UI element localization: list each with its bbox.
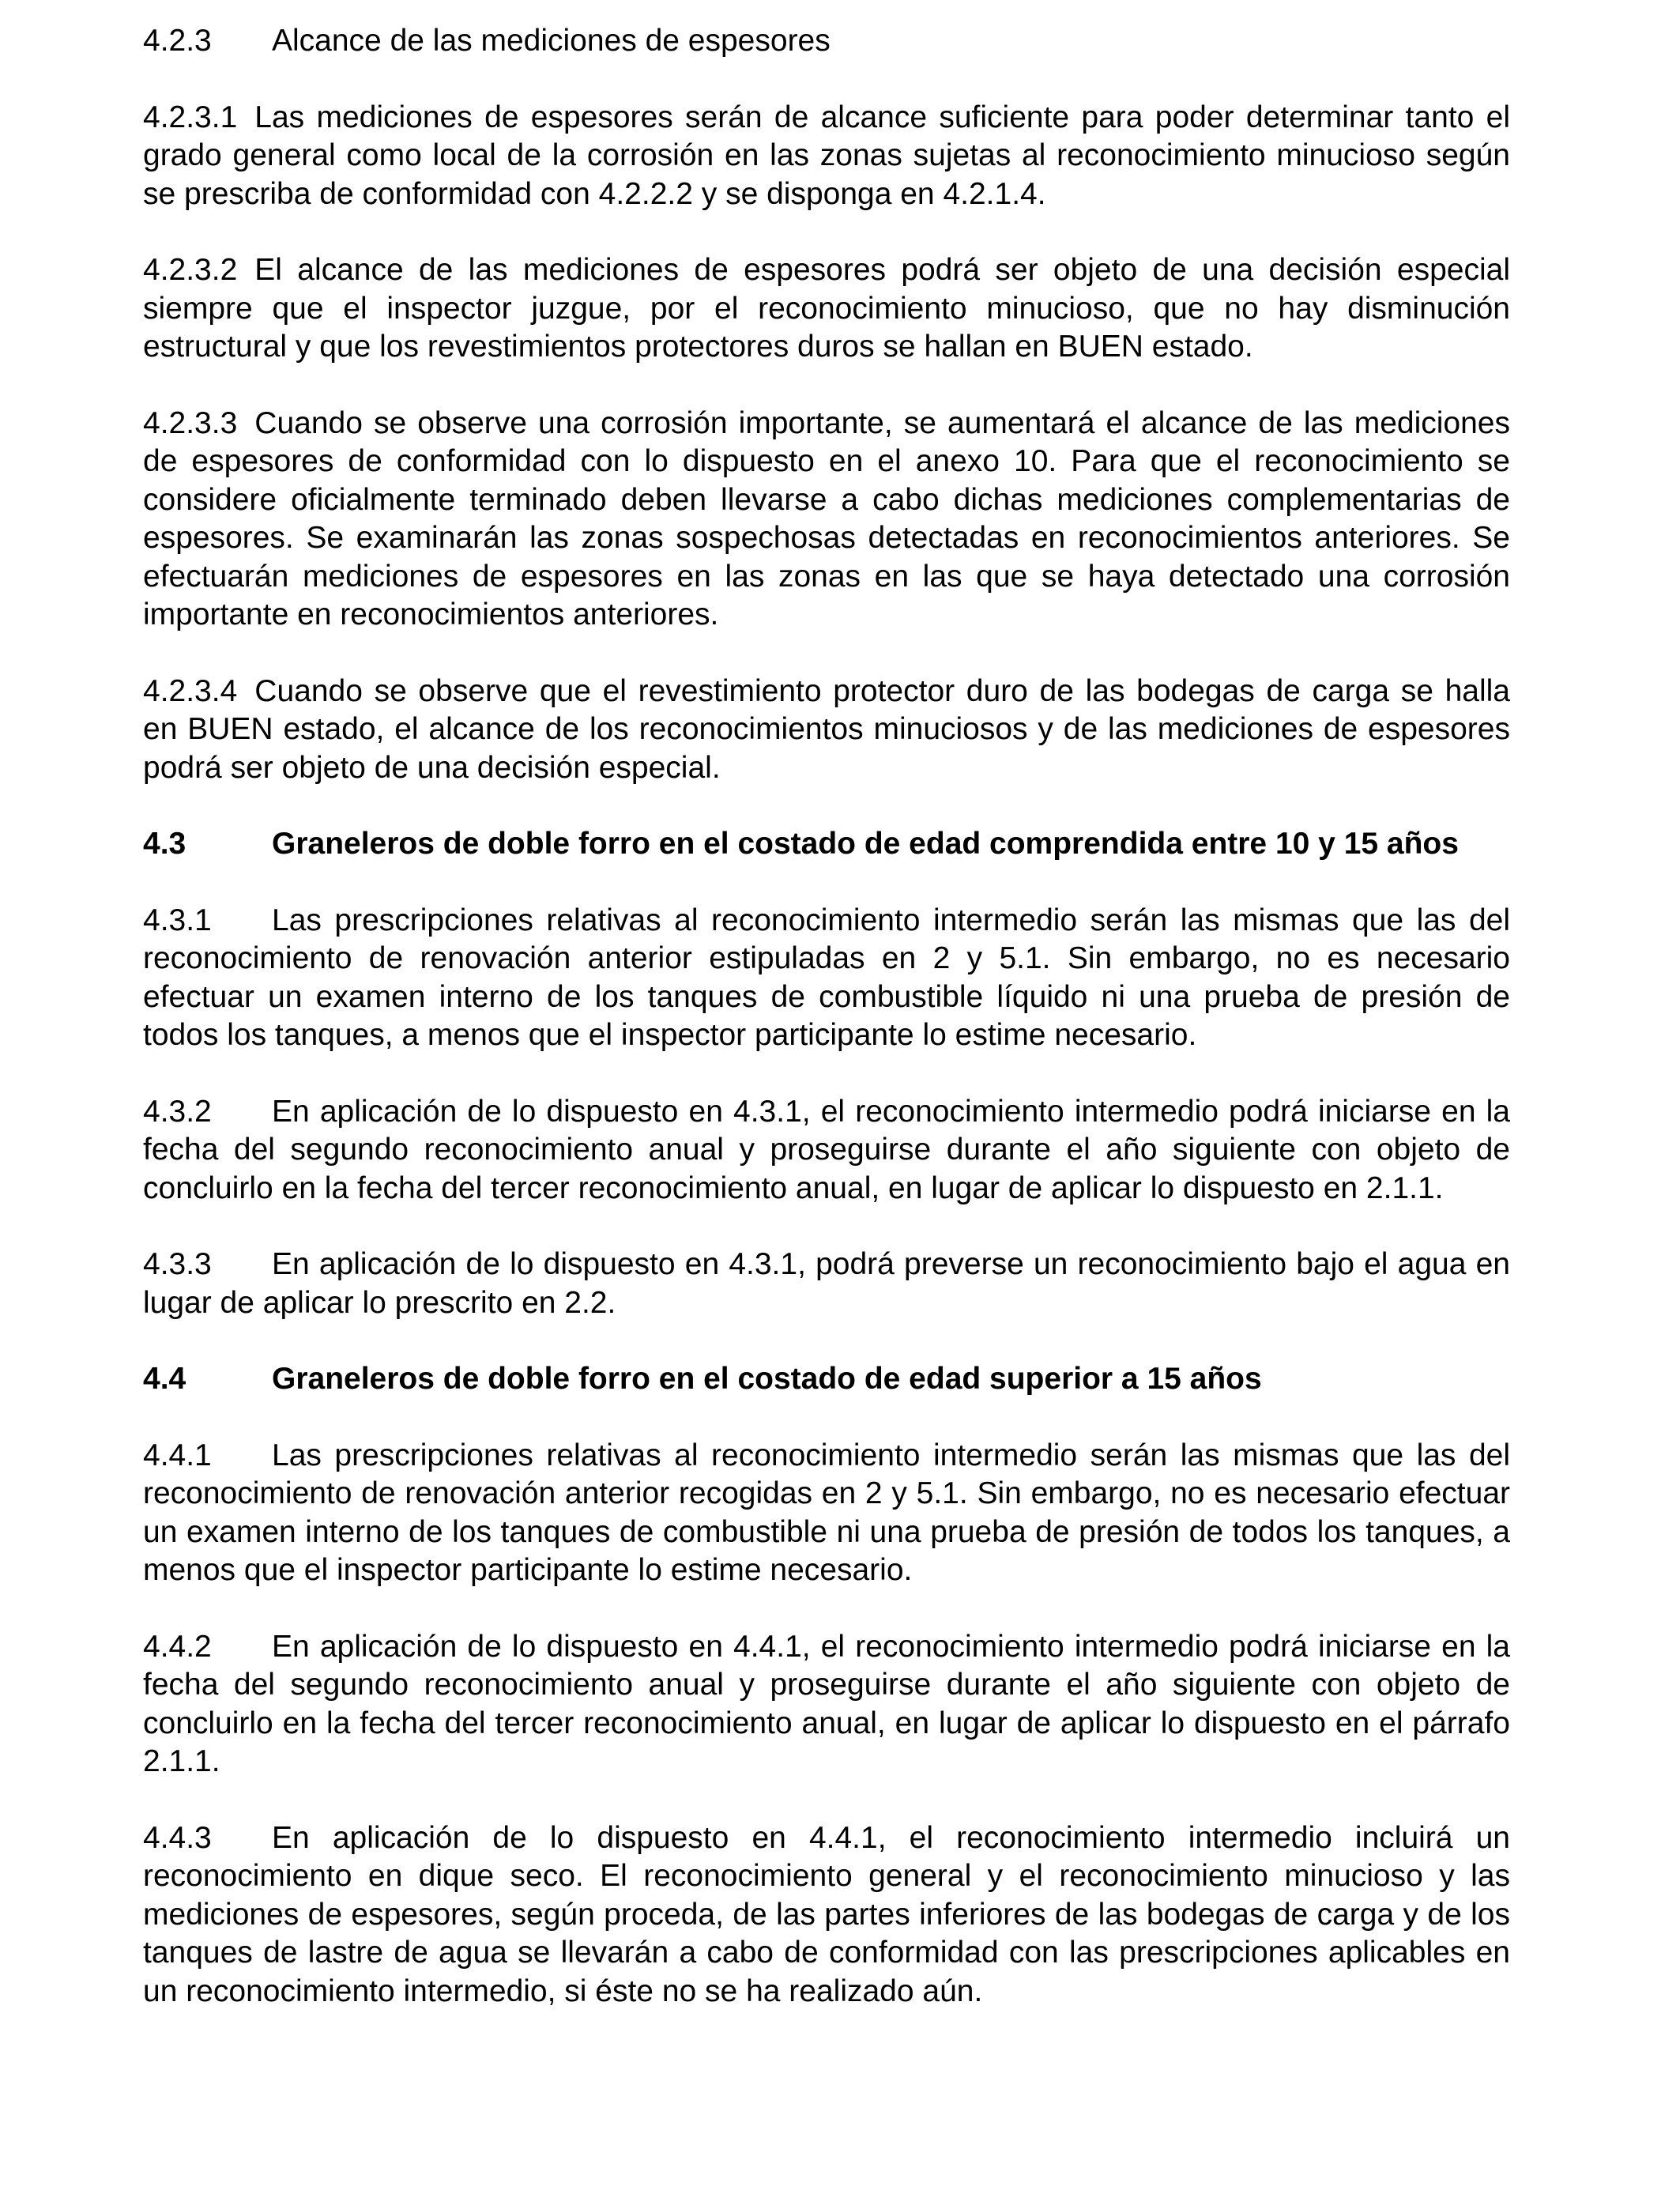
section-number: 4.2.3 [143, 24, 212, 58]
paragraph-4-4-3 [143, 1819, 1510, 2011]
paragraph-number: 4.3.3 [143, 1247, 212, 1281]
paragraph-number: 4.3.1 [143, 903, 212, 937]
paragraph-text: Las prescripciones relativas al reconocimiento intermedio serán las mismas que las del reconocimiento de renovación anterior estipuladas en 2 y 5.1. Sin embargo, no es necesario efectuar un examen interno de los tanques de combustible líquido ni una prueba de presión de todos los tanques, a menos que el inspector participante lo estime necesario. [143, 903, 1510, 1052]
paragraph-text: En aplicación de lo dispuesto en 4.4.1, el reconocimiento intermedio podrá iniciarse en la fecha del segundo reconocimiento anual y proseguirse durante el año siguiente con objeto de concluirlo en la fecha del tercer reconocimiento anual, en lugar de aplicar lo dispuesto en el párrafo 2.1.1. [143, 1629, 1510, 1778]
paragraph-4-4-1 [143, 1437, 1510, 1590]
document-page [143, 22, 1510, 2049]
paragraph-text: El alcance de las mediciones de espesores podrá ser objeto de una decisión especial siempre que el inspector juzgue, por el reconocimiento minucioso, que no hay disminución estructural y que los revestimientos protectores duros se hallan en BUEN estado. [143, 253, 1510, 364]
section-title: Alcance de las mediciones de espesores [272, 24, 831, 58]
section-heading-4-2-3 [143, 22, 1510, 61]
section-number: 4.3 [143, 827, 186, 861]
paragraph-number: 4.4.3 [143, 1820, 212, 1855]
paragraph-text: Las mediciones de espesores serán de alcance suficiente para poder determinar tanto el grado general como local de la corrosión en las zonas sujetas al reconocimiento minucioso según se prescriba de conformidad con 4.2.2.2 y se disponga en 4.2.1.4. [143, 100, 1510, 211]
section-heading-4-4 [143, 1360, 1510, 1399]
paragraph-4-3-1 [143, 902, 1510, 1055]
paragraph-4-2-3-3 [143, 405, 1510, 635]
paragraph-text: Las prescripciones relativas al reconocimiento intermedio serán las mismas que las del reconocimiento de renovación anterior recogidas en 2 y 5.1. Sin embargo, no es necesario efectuar un examen interno de los tanques de combustible ni una prueba de presión de todos los tanques, a menos que el inspector participante lo estime necesario. [143, 1438, 1510, 1587]
paragraph-4-3-3 [143, 1246, 1510, 1322]
section-number: 4.4 [143, 1362, 186, 1396]
paragraph-number: 4.3.2 [143, 1094, 212, 1129]
paragraph-4-2-3-4 [143, 673, 1510, 788]
paragraph-number: 4.2.3.2 [143, 253, 238, 287]
paragraph-number: 4.2.3.1 [143, 100, 238, 134]
paragraph-number: 4.2.3.4 [143, 673, 238, 708]
paragraph-number: 4.4.2 [143, 1629, 212, 1664]
paragraph-text: En aplicación de lo dispuesto en 4.3.1, el reconocimiento intermedio podrá iniciarse en la fecha del segundo reconocimiento anual y proseguirse durante el año siguiente con objeto de concluirlo en la fecha del tercer reconocimiento anual, en lugar de aplicar lo dispuesto en 2.1.1. [143, 1094, 1510, 1205]
paragraph-number: 4.4.1 [143, 1438, 212, 1472]
section-title: Graneleros de doble forro en el costado de edad superior a 15 años [272, 1362, 1262, 1396]
paragraph-4-2-3-2 [143, 251, 1510, 367]
paragraph-4-2-3-1 [143, 99, 1510, 214]
paragraph-text: Cuando se observe que el revestimiento protector duro de las bodegas de carga se halla en BUEN estado, el alcance de los reconocimientos minuciosos y de las mediciones de espesores podrá ser objeto de una decisión especial. [143, 673, 1510, 785]
paragraph-number: 4.2.3.3 [143, 405, 238, 440]
section-heading-4-3 [143, 825, 1510, 864]
paragraph-text: Cuando se observe una corrosión importante, se aumentará el alcance de las mediciones de espesores de conformidad con lo dispuesto en el anexo 10. Para que el reconocimiento se considere oficialmente terminado deben llevarse a cabo dichas mediciones complementarias de espesores. Se examinarán las zonas sospechosas detectadas en reconocimientos anteriores. Se efectuarán mediciones de espesores en las zonas en las que se haya detectado una corrosión importante en reconocimientos anteriores. [143, 405, 1510, 631]
paragraph-text: En aplicación de lo dispuesto en 4.3.1, podrá preverse un reconocimiento bajo el agua en lugar de aplicar lo prescrito en 2.2. [143, 1247, 1510, 1320]
section-title: Graneleros de doble forro en el costado de edad comprendida entre 10 y 15 años [272, 827, 1459, 861]
paragraph-text: En aplicación de lo dispuesto en 4.4.1, el reconocimiento intermedio incluirá un reconocimiento en dique seco. El reconocimiento general y el reconocimiento minucioso y las mediciones de espesores, según proceda, de las partes inferiores de las bodegas de carga y de los tanques de lastre de agua se llevarán a cabo de conformidad con las prescripciones aplicables en un reconocimiento intermedio, si éste no se ha realizado aún. [143, 1820, 1510, 2008]
paragraph-4-4-2 [143, 1628, 1510, 1781]
paragraph-4-3-2 [143, 1093, 1510, 1208]
